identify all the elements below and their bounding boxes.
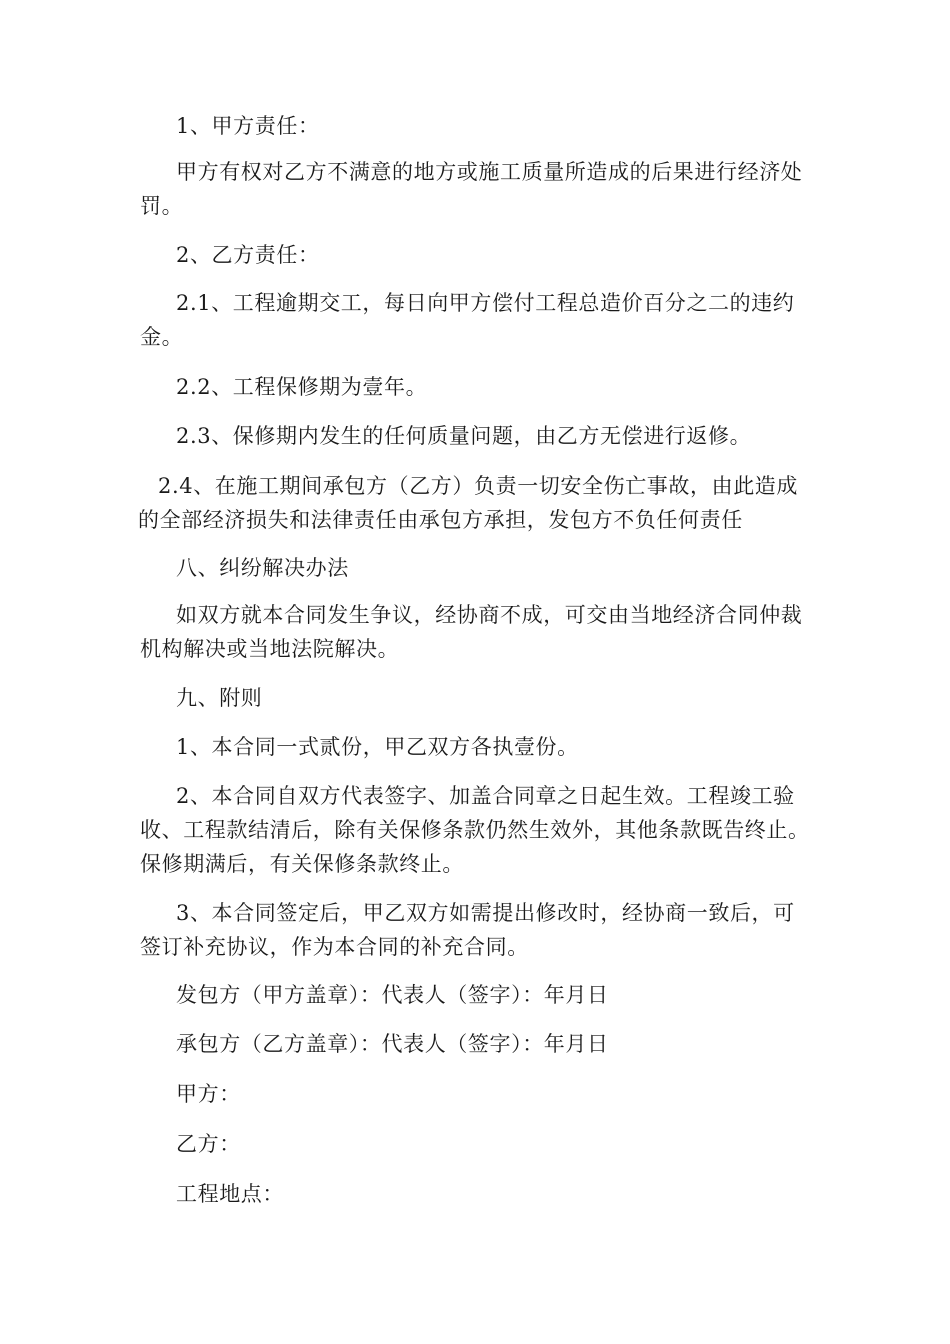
clause-party-a-text: 甲方有权对乙方不满意的地方或施工质量所造成的后果进行经济处罚。: [140, 160, 803, 218]
party-a-label: 甲方：: [176, 1082, 241, 1106]
clause-party-b-heading: 2、乙方责任：: [176, 243, 320, 267]
party-b-label: 乙方：: [176, 1132, 241, 1156]
clause-2-1: 2.1、工程逾期交工，每日向甲方偿付工程总造价百分之二的违约金。: [140, 291, 795, 349]
clause-party-a-heading: 1、甲方责任：: [176, 114, 320, 138]
clause-2-4: 2.4、在施工期间承包方（乙方）负责一切安全伤亡事故，由此造成的全部经济损失和法律责任由承包方承担，发包方不负任何责任: [138, 474, 798, 532]
signature-line-party-b: 承包方（乙方盖章）：代表人（签字）：年月日: [176, 1032, 609, 1056]
clause-2-3: 2.3、保修期内发生的任何质量问题，由乙方无偿进行返修。: [176, 424, 752, 448]
appendix-item-3: 3、本合同签定后，甲乙双方如需提出修改时，经协商一致后，可签订补充协议，作为本合同的补充合同。: [140, 901, 795, 959]
section-dispute-text: 如双方就本合同发生争议，经协商不成，可交由当地经济合同仲裁机构解决或当地法院解决。: [140, 603, 803, 661]
project-location-label: 工程地点：: [176, 1182, 284, 1206]
clause-2-2: 2.2、工程保修期为壹年。: [176, 375, 428, 399]
section-appendix-heading: 九、附则: [176, 686, 263, 710]
appendix-item-1: 1、本合同一式贰份，甲乙双方各执壹份。: [176, 735, 579, 759]
signature-line-party-a: 发包方（甲方盖章）：代表人（签字）：年月日: [176, 983, 609, 1007]
section-dispute-heading: 八、纠纷解决办法: [176, 556, 349, 580]
appendix-item-2: 2、本合同自双方代表签字、加盖合同章之日起生效。工程竣工验收、工程款结清后，除有关保修条款仍然生效外，其他条款既告终止。保修期满后，有关保修条款终止。: [140, 784, 810, 876]
